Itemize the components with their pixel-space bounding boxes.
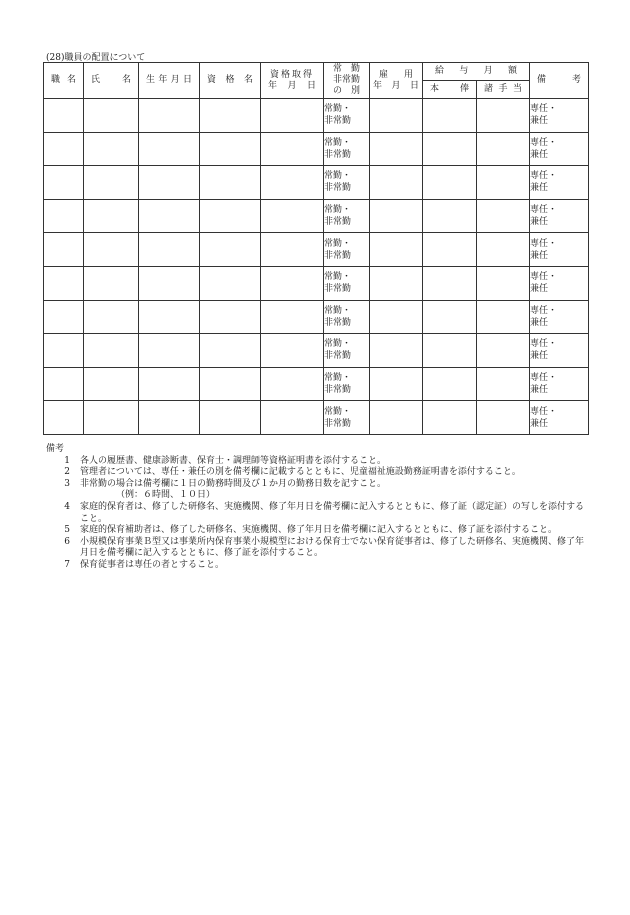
note-item: 2 管理者については、専任・兼任の別を備考欄に記載するとともに、児童福祉施設勤務証明書を添付すること。 (64, 467, 521, 478)
cell-honpo[interactable] (423, 300, 477, 334)
cell-shutoku-date[interactable] (261, 199, 324, 233)
cell-kinmu-type: 常勤・ 非常勤 (324, 166, 370, 200)
cell-shokumei[interactable] (44, 334, 84, 368)
cell-birthdate[interactable] (139, 401, 200, 435)
table-row (44, 199, 589, 233)
cell-shimei[interactable] (84, 266, 139, 300)
table-row (44, 266, 589, 300)
cell-birthdate[interactable] (139, 99, 200, 133)
cell-shutoku-date[interactable] (261, 266, 324, 300)
cell-shutoku-date[interactable] (261, 300, 324, 334)
cell-birthdate[interactable] (139, 300, 200, 334)
cell-kinmu-type: 常勤・ 非常勤 (324, 132, 370, 166)
cell-kinmu-type: 常勤・ 非常勤 (324, 300, 370, 334)
cell-shimei[interactable] (84, 233, 139, 267)
note-item: 5 家庭的保育補助者は、修了した研修名、実施機関、修了年月日を備考欄に記入するとともに、修了証を添付すること。 (64, 525, 558, 536)
notes-section (46, 444, 591, 572)
cell-honpo[interactable] (423, 233, 477, 267)
cell-kinmu-type: 常勤・ 非常勤 (324, 266, 370, 300)
cell-honpo[interactable] (423, 334, 477, 368)
note-item: 6 小規模保育事業Ｂ型又は事業所内保育事業小規模型における保育士でない保育従事者は、修了した研修名、実施機関、修了年月日を備考欄に記入するとともに、修了証を添付すること。 (64, 536, 585, 559)
header-shimei: 氏 名 (84, 63, 139, 99)
cell-teate[interactable] (477, 334, 530, 368)
cell-shikaku[interactable] (200, 401, 261, 435)
cell-shikaku[interactable] (200, 166, 261, 200)
cell-kinmu-type: 常勤・ 非常勤 (324, 233, 370, 267)
cell-teate[interactable] (477, 401, 530, 435)
cell-biko: 専任・ 兼任 (530, 233, 589, 267)
cell-biko: 専任・ 兼任 (530, 401, 589, 435)
table-row (44, 233, 589, 267)
cell-honpo[interactable] (423, 199, 477, 233)
cell-shimei[interactable] (84, 367, 139, 401)
cell-shimei[interactable] (84, 300, 139, 334)
cell-teate[interactable] (477, 300, 530, 334)
cell-shimei[interactable] (84, 166, 139, 200)
cell-kinmu-type: 常勤・ 非常勤 (324, 401, 370, 435)
cell-koyo-date[interactable] (370, 266, 423, 300)
cell-teate[interactable] (477, 132, 530, 166)
cell-shimei[interactable] (84, 334, 139, 368)
cell-kinmu-type: 常勤・ 非常勤 (324, 99, 370, 133)
cell-birthdate[interactable] (139, 334, 200, 368)
header-biko: 備 考 (530, 63, 589, 99)
cell-teate[interactable] (477, 199, 530, 233)
cell-birthdate[interactable] (139, 367, 200, 401)
cell-koyo-date[interactable] (370, 233, 423, 267)
note-example: （例：６時間、１０日） (116, 490, 216, 501)
cell-shutoku-date[interactable] (261, 166, 324, 200)
table-row (44, 300, 589, 334)
cell-koyo-date[interactable] (370, 367, 423, 401)
header-shikaku-shutoku: 資格取得 年 月 日 (261, 63, 324, 99)
header-birthdate: 生 年 月 日 (139, 63, 200, 99)
table-row (44, 166, 589, 200)
cell-biko: 専任・ 兼任 (530, 300, 589, 334)
cell-shikaku[interactable] (200, 199, 261, 233)
cell-kinmu-type: 常勤・ 非常勤 (324, 199, 370, 233)
cell-kinmu-type: 常勤・ 非常勤 (324, 334, 370, 368)
cell-shokumei[interactable] (44, 166, 84, 200)
cell-birthdate[interactable] (139, 132, 200, 166)
cell-shikaku[interactable] (200, 266, 261, 300)
cell-honpo[interactable] (423, 401, 477, 435)
cell-koyo-date[interactable] (370, 132, 423, 166)
cell-biko: 専任・ 兼任 (530, 334, 589, 368)
cell-shokumei[interactable] (44, 300, 84, 334)
cell-shutoku-date[interactable] (261, 233, 324, 267)
cell-shutoku-date[interactable] (261, 132, 324, 166)
note-item: 1 各人の履歴書、健康診断書、保育士・調理師等資格証明書を添付すること。 (64, 455, 387, 466)
cell-teate[interactable] (477, 266, 530, 300)
header-kyuyo: 給 与 月 額 (423, 63, 530, 81)
cell-shikaku[interactable] (200, 334, 261, 368)
cell-teate[interactable] (477, 99, 530, 133)
notes-heading: 備考 (46, 444, 65, 454)
cell-biko: 専任・ 兼任 (530, 367, 589, 401)
cell-birthdate[interactable] (139, 266, 200, 300)
cell-honpo[interactable] (423, 132, 477, 166)
cell-shokumei[interactable] (44, 199, 84, 233)
cell-honpo[interactable] (423, 266, 477, 300)
cell-shikaku[interactable] (200, 233, 261, 267)
cell-honpo[interactable] (423, 166, 477, 200)
header-honpo: 本 俸 (423, 81, 477, 99)
cell-birthdate[interactable] (139, 199, 200, 233)
cell-shutoku-date[interactable] (261, 367, 324, 401)
table-row (44, 401, 589, 435)
cell-shokumei[interactable] (44, 132, 84, 166)
cell-shikaku[interactable] (200, 300, 261, 334)
note-item: 4 家庭的保育者は、修了した研修名、実施機関、修了年月日を備考欄に記入するとともに、修了証（認定証）の写しを添付すること。 (64, 501, 585, 524)
cell-koyo-date[interactable] (370, 334, 423, 368)
cell-biko: 専任・ 兼任 (530, 199, 589, 233)
cell-kinmu-type: 常勤・ 非常勤 (324, 367, 370, 401)
table-row (44, 334, 589, 368)
cell-shokumei[interactable] (44, 401, 84, 435)
header-shikaku: 資 格 名 (200, 63, 261, 99)
cell-birthdate[interactable] (139, 166, 200, 200)
header-jokin-hijokin: 常 勤 非常勤 の 別 (324, 63, 370, 99)
cell-shokumei[interactable] (44, 99, 84, 133)
cell-biko: 専任・ 兼任 (530, 132, 589, 166)
note-item: 7 保育従事者は専任の者とすること。 (64, 559, 225, 570)
cell-shokumei[interactable] (44, 367, 84, 401)
cell-shutoku-date[interactable] (261, 99, 324, 133)
cell-shutoku-date[interactable] (261, 334, 324, 368)
cell-biko: 専任・ 兼任 (530, 266, 589, 300)
cell-shimei[interactable] (84, 99, 139, 133)
cell-teate[interactable] (477, 166, 530, 200)
cell-biko: 専任・ 兼任 (530, 166, 589, 200)
cell-biko: 専任・ 兼任 (530, 99, 589, 133)
header-shokumei: 職 名 (44, 63, 84, 99)
cell-shikaku[interactable] (200, 99, 261, 133)
cell-shikaku[interactable] (200, 132, 261, 166)
cell-teate[interactable] (477, 367, 530, 401)
table-row (44, 99, 589, 133)
header-teate: 諸 手 当 (477, 81, 530, 99)
staff-table (43, 62, 589, 435)
cell-teate[interactable] (477, 233, 530, 267)
cell-shimei[interactable] (84, 132, 139, 166)
table-row (44, 132, 589, 166)
table-row (44, 367, 589, 401)
cell-shikaku[interactable] (200, 367, 261, 401)
section-title: (28)職員の配置について (46, 53, 146, 63)
note-item: 3 非常勤の場合は備考欄に１日の勤務時間及び１か月の勤務日数を記すこと。 (64, 478, 387, 489)
cell-shimei[interactable] (84, 401, 139, 435)
cell-shimei[interactable] (84, 199, 139, 233)
cell-koyo-date[interactable] (370, 99, 423, 133)
cell-shutoku-date[interactable] (261, 401, 324, 435)
cell-koyo-date[interactable] (370, 166, 423, 200)
cell-koyo-date[interactable] (370, 300, 423, 334)
cell-koyo-date[interactable] (370, 401, 423, 435)
cell-shokumei[interactable] (44, 266, 84, 300)
header-koyo: 雇 用 年 月 日 (370, 63, 423, 99)
cell-birthdate[interactable] (139, 233, 200, 267)
cell-koyo-date[interactable] (370, 199, 423, 233)
cell-honpo[interactable] (423, 99, 477, 133)
cell-shokumei[interactable] (44, 233, 84, 267)
cell-honpo[interactable] (423, 367, 477, 401)
